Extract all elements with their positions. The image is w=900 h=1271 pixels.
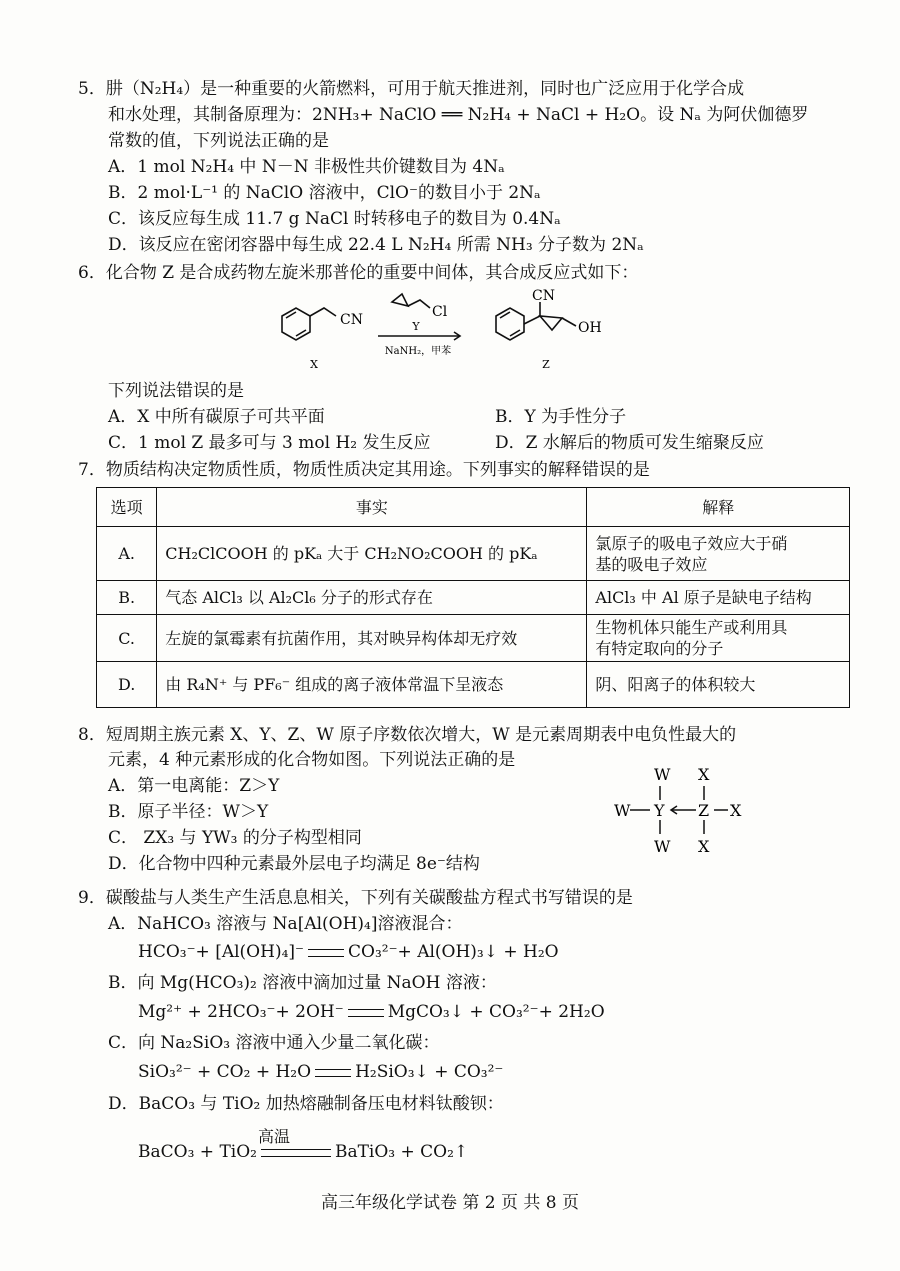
equals-sign <box>308 949 344 957</box>
header-option: 选项 <box>97 488 157 527</box>
eq-b-left: Mg²⁺ + 2HCO₃⁻+ 2OH⁻ <box>138 1002 344 1022</box>
q5-stem-line1: 5．肼（N₂H₄）是一种重要的火箭燃料，可用于航天推进剂，同时也广泛应用于化学合成 <box>78 79 745 99</box>
struct-w-bottom: W <box>654 837 671 856</box>
q6-option-a: A．X 中所有碳原子可共平面 <box>108 407 325 427</box>
reaction-conditions: NaNH₂，甲苯 <box>384 346 452 357</box>
eq-c-right: H₂SiO₃↓ + CO₃²⁻ <box>355 1062 504 1082</box>
q8-stem-line1: 8．短周期主族元素 X、Y、Z、W 原子序数依次增大，W 是元素周期表中电负性最大的 <box>78 725 737 745</box>
q8-stem-line2: 元素，4 种元素形成的化合物如图。下列说法正确的是 <box>108 750 516 770</box>
row-explanation: 阴、阳离子的体积较大 <box>587 662 850 708</box>
q9-stem: 9．碳酸盐与人类生产生活息息相关，下列有关碳酸盐方程式书写错误的是 <box>78 888 633 908</box>
equals-sign <box>348 1009 384 1017</box>
row-explanation <box>587 615 850 662</box>
reagent-y-label: Y <box>412 320 420 333</box>
q6-stem: 6．化合物 Z 是合成药物左旋米那普伦的重要中间体，其合成反应式如下： <box>78 263 639 283</box>
row-explanation: AlCl₃ 中 Al 原子是缺电子结构 <box>587 581 850 615</box>
row-fact: 气态 AlCl₃ 以 Al₂Cl₆ 分子的形式存在 <box>157 581 587 615</box>
q9-d-condition: 高温 <box>258 1127 291 1146</box>
explanation-line2: 有特定取向的分子 <box>595 639 724 658</box>
q8-option-b: B．原子半径：W＞Y <box>108 802 269 822</box>
q5-option-b: B．2 mol·L⁻¹ 的 NaClO 溶液中，ClO⁻的数目小于 2Nₐ <box>108 183 541 203</box>
q8-compound-structure <box>612 764 752 856</box>
q7-stem: 7．物质结构决定物质性质，物质性质决定其用途。下列事实的解释错误的是 <box>78 460 650 480</box>
q9-equation-b <box>138 1001 605 1023</box>
struct-w-left: W <box>614 801 631 820</box>
table-row <box>97 527 850 581</box>
compound-z-label: Z <box>542 358 550 371</box>
table-row <box>97 662 850 708</box>
q7-fact-table <box>96 487 850 708</box>
page-footer: 高三年级化学试卷 第 2 页 共 8 页 <box>320 1193 580 1213</box>
struct-w-top: W <box>654 765 671 784</box>
q6-option-c: C．1 mol Z 最多可与 3 mol H₂ 发生反应 <box>108 433 431 453</box>
z-oh-label: OH <box>578 320 602 336</box>
equals-sign <box>315 1069 351 1077</box>
table-row <box>97 581 850 615</box>
header-fact: 事实 <box>157 488 587 527</box>
q6-prompt: 下列说法错误的是 <box>108 381 244 401</box>
explanation-line2: 基的吸电子效应 <box>595 554 708 574</box>
struct-x-right: X <box>730 801 742 820</box>
explanation-line1: 生物机体只能生产或利用具 <box>595 618 788 637</box>
row-option: D. <box>97 662 157 708</box>
q5-stem-line2: 和水处理，其制备原理为：2NH₃+ NaClO ══ N₂H₄ + NaCl + H₂O。设 Nₐ 为阿伏伽德罗 <box>108 105 809 125</box>
q5-stem-line3: 常数的值，下列说法正确的是 <box>108 131 329 151</box>
row-fact: 由 R₄N⁺ 与 PF₆⁻ 组成的离子液体常温下呈液态 <box>157 662 587 708</box>
eq-d-left: BaCO₃ + TiO₂ <box>138 1142 257 1162</box>
eq-c-left: SiO₃²⁻ + CO₂ + H₂O <box>138 1062 312 1082</box>
header-explanation: 解释 <box>587 488 850 527</box>
row-option: B. <box>97 581 157 615</box>
struct-y-center: Y <box>654 801 665 820</box>
row-option: C. <box>97 615 157 662</box>
explanation-line1: 氯原子的吸电子效应大于硝 <box>595 533 788 553</box>
eq-a-right: CO₃²⁻+ Al(OH)₃↓ + H₂O <box>348 942 559 962</box>
table-header-row <box>97 488 850 527</box>
reagent-cl-label: Cl <box>432 304 448 320</box>
struct-x-bottom: X <box>698 837 710 856</box>
row-fact: 左旋的氯霉素有抗菌作用，其对映异构体却无疗效 <box>157 615 587 662</box>
q9-option-c: C．向 Na₂SiO₃ 溶液中通入少量二氧化碳： <box>108 1033 440 1053</box>
q9-option-a: A．NaHCO₃ 溶液与 Na[Al(OH)₄]溶液混合： <box>108 914 463 934</box>
compound-x-label: X <box>310 358 318 371</box>
struct-x-top: X <box>698 765 710 784</box>
equals-sign <box>261 1149 331 1157</box>
q5-option-c: C．该反应每生成 11.7 g NaCl 时转移电子的数目为 0.4Nₐ <box>108 209 561 229</box>
q6-reaction-scheme <box>270 286 630 382</box>
q8-option-d: D．化合物中四种元素最外层电子均满足 8e⁻结构 <box>108 854 480 874</box>
q5-option-a: A．1 mol N₂H₄ 中 N－N 非极性共价键数目为 4Nₐ <box>108 157 505 177</box>
q9-option-b: B．向 Mg(HCO₃)₂ 溶液中滴加过量 NaOH 溶液： <box>108 973 497 993</box>
q9-option-d: D．BaCO₃ 与 TiO₂ 加热熔融制备压电材料钛酸钡： <box>108 1094 504 1114</box>
row-explanation <box>587 527 850 581</box>
eq-b-right: MgCO₃↓ + CO₃²⁻+ 2H₂O <box>387 1002 605 1022</box>
z-cn-label: CN <box>532 288 555 304</box>
q9-equation-c <box>138 1061 503 1083</box>
q6-option-b: B．Y 为手性分子 <box>495 407 627 427</box>
q8-option-a: A．第一电离能：Z＞Y <box>108 776 280 796</box>
table-row <box>97 615 850 662</box>
q9-equation-a <box>138 941 559 963</box>
eq-d-right: BaTiO₃ + CO₂↑ <box>334 1142 469 1162</box>
q8-option-c: C． ZX₃ 与 YW₃ 的分子构型相同 <box>108 828 362 848</box>
q6-option-d: D．Z 水解后的物质可发生缩聚反应 <box>495 433 764 453</box>
q5-option-d: D．该反应在密闭容器中每生成 22.4 L N₂H₄ 所需 NH₃ 分子数为 2Nₐ <box>108 235 644 255</box>
row-option: A. <box>97 527 157 581</box>
struct-z-center: Z <box>698 801 710 820</box>
row-fact: CH₂ClCOOH 的 pKₐ 大于 CH₂NO₂COOH 的 pKₐ <box>157 527 587 581</box>
q9-equation-d <box>138 1141 468 1163</box>
eq-a-left: HCO₃⁻+ [Al(OH)₄]⁻ <box>138 942 304 962</box>
x-cn-label: CN <box>340 312 363 328</box>
